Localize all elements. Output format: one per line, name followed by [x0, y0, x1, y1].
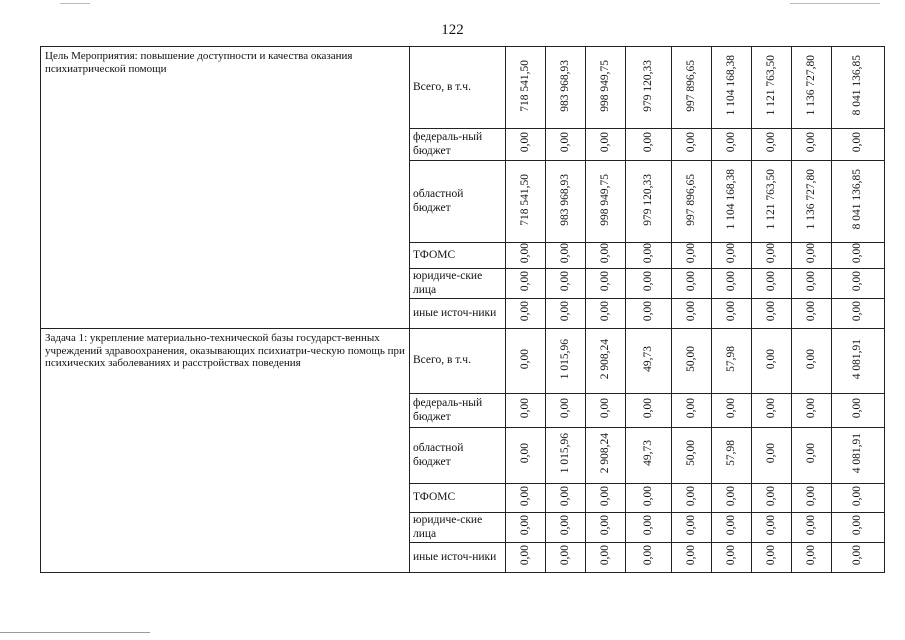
value-cell [626, 394, 672, 428]
value-text: 0,00 [764, 545, 777, 566]
funding-source-label: иные источ-ники [410, 299, 506, 329]
total-value-cell [832, 161, 885, 243]
value-text: 1 015,96 [558, 433, 571, 474]
value-text: 0,00 [684, 271, 697, 292]
value-cell [752, 513, 792, 543]
value-text: 0,00 [851, 515, 864, 536]
value-text: 0,00 [724, 545, 737, 566]
value-cell [586, 243, 626, 269]
value-cell [626, 269, 672, 299]
value-text: 997 896,65 [684, 173, 697, 226]
value-cell [752, 161, 792, 243]
value-text: 4 081,91 [851, 338, 864, 380]
value-text: 1 121 763,50 [764, 169, 777, 230]
value-cell [506, 161, 546, 243]
total-value-cell [832, 513, 885, 543]
footer-line [0, 632, 150, 633]
value-text: 0,00 [804, 515, 817, 536]
value-text: 0,00 [851, 132, 864, 153]
funding-source-label: федераль-ный бюджет [410, 129, 506, 161]
value-text: 0,00 [804, 485, 817, 506]
value-text: 0,00 [684, 398, 697, 419]
scan-artifact-line [60, 3, 90, 4]
value-cell [546, 484, 586, 513]
value-text: 0,00 [851, 545, 864, 566]
total-value-cell [832, 329, 885, 394]
value-text: 0,00 [851, 271, 864, 292]
value-text: 57,98 [724, 345, 737, 372]
value-cell [672, 329, 712, 394]
value-text: 0,00 [518, 348, 531, 369]
value-cell [586, 161, 626, 243]
value-cell [506, 243, 546, 269]
value-text: 0,00 [684, 545, 697, 566]
value-text: 998 949,75 [598, 173, 611, 226]
value-text: 983 968,93 [558, 173, 571, 226]
value-text: 0,00 [518, 132, 531, 153]
value-cell [792, 394, 832, 428]
value-text: 8 041 136,85 [851, 169, 864, 230]
funding-source-label: юридиче-ские лица [410, 269, 506, 299]
value-cell [546, 299, 586, 329]
value-text: 0,00 [598, 301, 611, 322]
value-text: 1 104 168,38 [724, 169, 737, 230]
value-cell [792, 543, 832, 573]
value-text: 997 896,65 [684, 59, 697, 112]
value-text: 0,00 [764, 271, 777, 292]
value-cell [586, 394, 626, 428]
value-cell [546, 543, 586, 573]
funding-source-label: федераль-ный бюджет [410, 394, 506, 428]
value-text: 0,00 [684, 301, 697, 322]
value-text: 718 541,50 [518, 173, 531, 226]
value-cell [546, 513, 586, 543]
value-cell [712, 484, 752, 513]
value-text: 0,00 [641, 271, 654, 292]
value-text: 983 968,93 [558, 59, 571, 112]
value-cell [792, 243, 832, 269]
value-cell [586, 47, 626, 129]
value-cell [586, 484, 626, 513]
value-text: 0,00 [641, 485, 654, 506]
value-cell [506, 129, 546, 161]
value-cell [546, 394, 586, 428]
value-cell [626, 329, 672, 394]
value-cell [626, 129, 672, 161]
value-cell [546, 243, 586, 269]
value-text: 998 949,75 [598, 59, 611, 112]
value-cell [546, 269, 586, 299]
task-title: Задача 1: укрепление материально-технической базы государст-венных учреждений здравоохранения, оказывающих психиатри-ческую помощь при психических заболеваниях и расстройствах поведения [41, 329, 410, 573]
value-text: 0,00 [598, 485, 611, 506]
value-text: 0,00 [804, 243, 817, 264]
table-row [41, 329, 885, 394]
value-text: 0,00 [558, 485, 571, 506]
value-cell [506, 543, 546, 573]
value-text: 0,00 [598, 132, 611, 153]
page-number: 122 [441, 22, 464, 38]
value-text: 0,00 [558, 515, 571, 536]
value-cell [626, 161, 672, 243]
value-text: 0,00 [851, 243, 864, 264]
value-cell [672, 299, 712, 329]
value-text: 0,00 [558, 545, 571, 566]
value-cell [792, 513, 832, 543]
value-text: 0,00 [518, 271, 531, 292]
value-text: 57,98 [724, 440, 737, 467]
value-cell [626, 543, 672, 573]
funding-source-label: Всего, в т.ч. [410, 329, 506, 394]
funding-source-label: юридиче-ские лица [410, 513, 506, 543]
value-cell [712, 243, 752, 269]
value-text: 1 015,96 [558, 338, 571, 380]
value-text: 0,00 [851, 301, 864, 322]
total-value-cell [832, 129, 885, 161]
value-text: 0,00 [598, 271, 611, 292]
value-cell [506, 329, 546, 394]
value-text: 1 121 763,50 [764, 55, 777, 116]
value-text: 718 541,50 [518, 59, 531, 112]
value-text: 1 136 727,80 [804, 169, 817, 230]
value-text: 0,00 [724, 398, 737, 419]
value-cell [792, 329, 832, 394]
budget-table-body [41, 47, 885, 573]
value-cell [506, 47, 546, 129]
value-cell [752, 394, 792, 428]
value-cell [506, 428, 546, 484]
value-cell [672, 543, 712, 573]
value-cell [626, 513, 672, 543]
total-value-cell [832, 269, 885, 299]
value-text: 0,00 [764, 301, 777, 322]
value-cell [752, 484, 792, 513]
goal-title: Цель Мероприятия: повышение доступности и качества оказания психиатрической помощи [41, 47, 410, 329]
value-cell [586, 299, 626, 329]
value-text: 0,00 [804, 443, 817, 464]
value-cell [586, 513, 626, 543]
value-cell [672, 269, 712, 299]
table-row [41, 47, 885, 129]
value-text: 0,00 [724, 243, 737, 264]
value-cell [546, 129, 586, 161]
value-text: 0,00 [724, 301, 737, 322]
value-text: 0,00 [518, 545, 531, 566]
value-cell [506, 269, 546, 299]
value-cell [672, 47, 712, 129]
value-cell [752, 243, 792, 269]
value-text: 0,00 [684, 515, 697, 536]
value-text: 0,00 [764, 348, 777, 369]
value-cell [712, 269, 752, 299]
funding-source-label: ТФОМС [410, 243, 506, 269]
value-text: 0,00 [518, 485, 531, 506]
value-text: 979 120,33 [641, 59, 654, 112]
value-cell [626, 484, 672, 513]
value-text: 0,00 [804, 301, 817, 322]
value-text: 0,00 [684, 485, 697, 506]
funding-source-label: областной бюджет [410, 428, 506, 484]
value-text: 0,00 [641, 132, 654, 153]
total-value-cell [832, 428, 885, 484]
value-text: 0,00 [598, 398, 611, 419]
value-cell [792, 161, 832, 243]
value-text: 0,00 [558, 271, 571, 292]
value-text: 0,00 [764, 398, 777, 419]
value-cell [586, 543, 626, 573]
value-cell [792, 428, 832, 484]
value-cell [626, 47, 672, 129]
value-cell [712, 394, 752, 428]
value-cell [672, 484, 712, 513]
budget-table [40, 46, 885, 573]
value-text: 50,00 [684, 345, 697, 372]
value-text: 0,00 [724, 515, 737, 536]
value-cell [672, 428, 712, 484]
value-text: 0,00 [518, 515, 531, 536]
funding-source-label: Всего, в т.ч. [410, 47, 506, 129]
value-text: 49,73 [641, 345, 654, 372]
value-text: 0,00 [684, 243, 697, 264]
value-cell [712, 428, 752, 484]
funding-source-label: ТФОМС [410, 484, 506, 513]
value-cell [752, 543, 792, 573]
value-text: 0,00 [598, 545, 611, 566]
value-cell [792, 299, 832, 329]
value-text: 0,00 [764, 132, 777, 153]
funding-source-label: областной бюджет [410, 161, 506, 243]
value-text: 0,00 [764, 443, 777, 464]
value-cell [752, 299, 792, 329]
value-text: 1 104 168,38 [724, 55, 737, 116]
value-text: 0,00 [724, 485, 737, 506]
value-cell [752, 47, 792, 129]
total-value-cell [832, 299, 885, 329]
value-text: 0,00 [558, 132, 571, 153]
value-cell [506, 484, 546, 513]
value-text: 0,00 [804, 545, 817, 566]
value-cell [712, 513, 752, 543]
total-value-cell [832, 484, 885, 513]
value-cell [506, 394, 546, 428]
value-text: 0,00 [641, 545, 654, 566]
value-text: 0,00 [598, 243, 611, 264]
value-text: 0,00 [684, 132, 697, 153]
value-cell [792, 269, 832, 299]
value-cell [506, 513, 546, 543]
total-value-cell [832, 394, 885, 428]
value-text: 0,00 [598, 515, 611, 536]
value-text: 0,00 [724, 271, 737, 292]
value-cell [712, 47, 752, 129]
value-cell [752, 269, 792, 299]
value-cell [752, 428, 792, 484]
value-cell [712, 161, 752, 243]
total-value-cell [832, 47, 885, 129]
value-text: 2 908,24 [598, 433, 611, 474]
value-text: 0,00 [804, 271, 817, 292]
value-cell [626, 299, 672, 329]
value-cell [792, 47, 832, 129]
value-text: 4 081,91 [851, 433, 864, 474]
value-cell [672, 513, 712, 543]
value-cell [672, 243, 712, 269]
value-text: 0,00 [804, 132, 817, 153]
value-cell [712, 329, 752, 394]
value-text: 0,00 [764, 243, 777, 264]
value-cell [546, 161, 586, 243]
value-text: 8 041 136,85 [851, 55, 864, 116]
value-text: 0,00 [851, 485, 864, 506]
value-cell [712, 299, 752, 329]
value-cell [626, 243, 672, 269]
value-text: 979 120,33 [641, 173, 654, 226]
value-text: 0,00 [558, 398, 571, 419]
value-text: 0,00 [558, 301, 571, 322]
value-text: 0,00 [764, 515, 777, 536]
value-cell [546, 428, 586, 484]
scan-artifact-line [790, 3, 880, 4]
value-cell [586, 129, 626, 161]
value-cell [546, 47, 586, 129]
value-text: 0,00 [641, 398, 654, 419]
value-cell [792, 484, 832, 513]
value-cell [792, 129, 832, 161]
total-value-cell [832, 543, 885, 573]
value-cell [712, 129, 752, 161]
value-cell [506, 299, 546, 329]
value-cell [752, 329, 792, 394]
value-text: 0,00 [804, 398, 817, 419]
value-cell [586, 329, 626, 394]
value-text: 0,00 [558, 243, 571, 264]
total-value-cell [832, 243, 885, 269]
value-text: 50,00 [684, 440, 697, 467]
value-text: 0,00 [518, 243, 531, 264]
value-text: 0,00 [764, 485, 777, 506]
value-cell [672, 129, 712, 161]
value-text: 0,00 [851, 398, 864, 419]
value-text: 0,00 [641, 515, 654, 536]
value-text: 2 908,24 [598, 338, 611, 380]
value-cell [586, 428, 626, 484]
value-cell [626, 428, 672, 484]
value-text: 0,00 [804, 348, 817, 369]
value-cell [672, 161, 712, 243]
value-text: 0,00 [518, 398, 531, 419]
value-text: 0,00 [641, 243, 654, 264]
value-cell [672, 394, 712, 428]
value-text: 49,73 [641, 440, 654, 467]
funding-source-label: иные источ-ники [410, 543, 506, 573]
value-text: 0,00 [724, 132, 737, 153]
value-cell [752, 129, 792, 161]
value-text: 0,00 [518, 301, 531, 322]
value-text: 0,00 [518, 443, 531, 464]
value-text: 1 136 727,80 [804, 55, 817, 116]
value-cell [586, 269, 626, 299]
value-cell [712, 543, 752, 573]
value-text: 0,00 [641, 301, 654, 322]
value-cell [546, 329, 586, 394]
